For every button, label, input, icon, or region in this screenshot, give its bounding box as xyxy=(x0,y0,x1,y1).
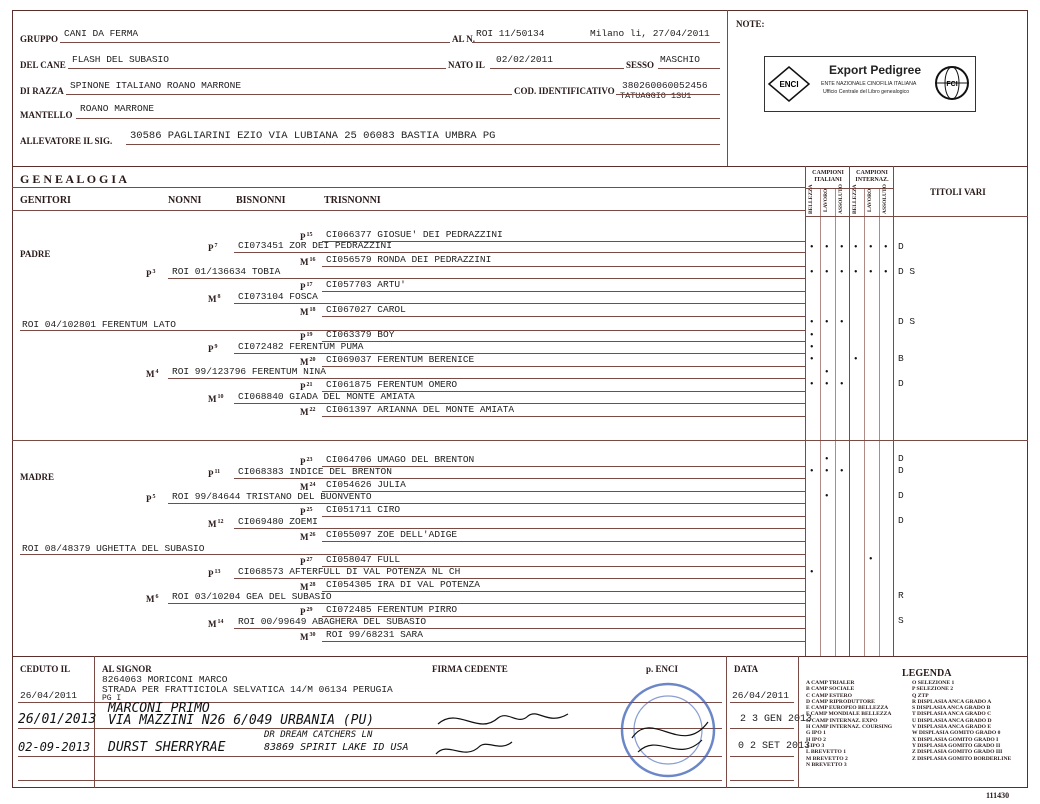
row-tag: $P^5$ xyxy=(146,494,156,504)
title-gea: R xyxy=(898,590,904,601)
row-tag: $M^{30}$ xyxy=(300,632,316,642)
pedigree-entry: CI073104 FOSCA xyxy=(238,291,318,302)
legend-item: W DISPLASIA GOMITO GRADO 0 xyxy=(912,730,1001,737)
champion-dot: • xyxy=(884,267,888,278)
col-nonni: NONNI xyxy=(168,195,202,206)
breeder-value: 30586 PAGLIARINI EZIO VIA LUBIANA 25 06083 BASTIA UMBRA PG xyxy=(130,130,496,142)
row-tag: $P^{27}$ xyxy=(300,557,313,567)
champion-dot: • xyxy=(810,242,814,253)
legend-item: Z DISPLASIA GOMITO BORDERLINE xyxy=(912,755,1012,762)
legend-title: LEGENDA xyxy=(902,668,952,679)
logo-title: Export Pedigree xyxy=(829,63,922,77)
champion-dot: • xyxy=(854,242,858,253)
champion-dot: • xyxy=(840,242,844,253)
cod-label: COD. IDENTIFICATIVO xyxy=(514,86,615,96)
champion-dot: • xyxy=(810,317,814,328)
place-date: Milano li, 27/04/2011 xyxy=(590,28,710,39)
row-tag: $P^{15}$ xyxy=(300,232,313,242)
row-tag: $P^{23}$ xyxy=(300,457,313,467)
champion-dot: • xyxy=(825,466,829,477)
pedigree-entry: ROI 00/99649 ABAGHERA DEL SUBASIO xyxy=(238,616,427,627)
row-tag: $P^7$ xyxy=(208,243,218,253)
serial-number: 111430 xyxy=(986,791,1010,800)
hand2-extra: DR DREAM CATCHERS LN xyxy=(264,730,373,740)
champion-dot: • xyxy=(869,554,873,565)
pedigree-entry: CI054626 JULIA xyxy=(326,479,406,490)
champion-dot: • xyxy=(869,242,873,253)
sub-bellezza-int: BELLEZZA xyxy=(852,184,858,214)
legend-item: C CAMP ESTERO xyxy=(806,692,852,699)
champion-dot: • xyxy=(840,267,844,278)
hand2-date: 02-09-2013 xyxy=(18,740,91,754)
legend-item: D CAMP RIPRODUTTORE xyxy=(806,698,875,705)
legend-item: A CAMP TRIALER xyxy=(806,680,855,686)
champion-dot: • xyxy=(825,317,829,328)
signature-cedente xyxy=(428,696,578,766)
pedigree-entry: CI055097 ZOE DELL'ADIGE xyxy=(326,529,458,540)
birth-date: 02/02/2011 xyxy=(496,54,554,65)
pedigree-entry: CI061397 ARIANNA DEL MONTE AMIATA xyxy=(326,404,515,415)
mantello-label: MANTELLO xyxy=(20,110,73,120)
champion-dot: • xyxy=(810,267,814,278)
row-tag: $M^{28}$ xyxy=(300,582,316,592)
title-zoemi: D xyxy=(898,515,904,526)
coat-value: ROANO MARRONE xyxy=(80,103,155,114)
al-n-label: AL N. xyxy=(452,34,476,44)
title-abaghera: S xyxy=(898,615,904,626)
legend-item: M BREVETTO 2 xyxy=(806,755,848,762)
champion-dot: • xyxy=(810,354,814,365)
pedigree-entry: ROI 99/68231 SARA xyxy=(326,629,423,640)
madre-label: MADRE xyxy=(20,472,54,482)
champion-dot: • xyxy=(840,317,844,328)
pedigree-entry: CI051711 CIRO xyxy=(326,504,401,515)
ceduto-date: 26/04/2011 xyxy=(20,690,78,701)
pedigree-entry: CI057703 ARTU' xyxy=(326,279,406,290)
row-tag: $P^{19}$ xyxy=(300,332,313,342)
microchip-value: 380260060052456 xyxy=(622,80,708,91)
col-bisnonni: BISNONNI xyxy=(236,195,286,206)
hand2-stamp: 0 2 SET 2013 xyxy=(738,741,811,752)
pedigree-entry: ROI 99/123796 FERENTUM NINA xyxy=(172,366,326,377)
legend-item: N BREVETTO 3 xyxy=(806,761,847,768)
sub-lavoro-int: LAVORO xyxy=(867,188,873,212)
champion-dot: • xyxy=(810,330,814,341)
title-umago: D xyxy=(898,453,904,464)
champion-dot: • xyxy=(840,379,844,390)
owner-line3: PG I xyxy=(102,694,122,703)
champion-dot: • xyxy=(810,567,814,578)
row-tag: $M^{22}$ xyxy=(300,407,316,417)
legend-item: Y DISPLASIA GOMITO GRADO II xyxy=(912,742,1001,749)
row-tag: $M^8$ xyxy=(208,294,221,304)
logo-line2: Ufficio Centrale del Libro genealogico xyxy=(823,89,910,95)
champion-dot: • xyxy=(825,491,829,502)
legend-item: P SELEZIONE 2 xyxy=(912,686,954,693)
sub-bellezza-it: BELLEZZA xyxy=(808,184,814,214)
export-pedigree-logo xyxy=(764,56,976,112)
col-genitori: GENITORI xyxy=(20,195,71,206)
legend-item: Z DISPLASIA GOMITO GRADO III xyxy=(912,749,1003,756)
row-tag: $P^{17}$ xyxy=(300,282,313,292)
title-zor: D xyxy=(898,241,904,252)
breed-value: SPINONE ITALIANO ROANO MARRONE xyxy=(70,80,242,91)
legend-item: G CAMP INTERNAZ. EXPO xyxy=(806,717,878,724)
legend-item: G IPO 1 xyxy=(806,730,826,737)
hand2-name: DURST SHERRYRAE xyxy=(108,740,226,755)
pedigree-entry: CI064706 UMAGO DEL BRENTON xyxy=(326,454,475,465)
pedigree-entry: CI061875 FERENTUM OMERO xyxy=(326,379,458,390)
champion-dot: • xyxy=(840,466,844,477)
pedigree-entry: CI068383 INDICE DEL BRENTON xyxy=(238,466,392,477)
hand2-addr: 83869 SPIRIT LAKE ID USA xyxy=(264,742,409,753)
al-signor-label: AL SIGNOR xyxy=(102,664,152,674)
legend-column-1 xyxy=(806,680,892,768)
legend-item: V DISPLASIA ANCA GRADO E xyxy=(912,724,992,731)
pedigree-entry: CI068840 GIADA DEL MONTE AMIATA xyxy=(238,391,415,402)
pedigree-entry: CI069480 ZOEMI xyxy=(238,516,318,527)
allevatore-label: ALLEVATORE IL SIG. xyxy=(20,136,113,146)
title-tristano: D xyxy=(898,490,904,501)
col-trisnonni: TRISNONNI xyxy=(324,195,381,206)
legend-item: J IPO 3 xyxy=(806,742,825,749)
champion-dot: • xyxy=(810,379,814,390)
svg-text:ENCI: ENCI xyxy=(779,80,799,89)
owner-line1: 8264063 MORICONI MARCO xyxy=(102,674,228,685)
hand1-stamp: 2 3 GEN 2013 xyxy=(740,714,813,725)
pedigree-entry: CI056579 RONDA DEI PEDRAZZINI xyxy=(326,254,492,265)
enci-label: p. ENCI xyxy=(646,664,679,674)
title-indice: D xyxy=(898,465,904,476)
note-label: NOTE: xyxy=(736,19,765,29)
pedigree-entry: CI067027 CAROL xyxy=(326,304,406,315)
champion-dot: • xyxy=(825,242,829,253)
row-tag: $P^{25}$ xyxy=(300,507,313,517)
svg-text:FCI: FCI xyxy=(946,81,958,88)
champion-dot: • xyxy=(869,267,873,278)
row-tag: $P^9$ xyxy=(208,344,218,354)
legend-item: L BREVETTO 1 xyxy=(806,749,846,756)
pedigree-entry: CI068573 AFTERFULL DI VAL POTENZA NL CH xyxy=(238,566,461,577)
pedigree-entry: CI072482 FERENTUM PUMA xyxy=(238,341,364,352)
row-tag: $P^{29}$ xyxy=(300,607,313,617)
pedigree-entry: CI072485 FERENTUM PIRRO xyxy=(326,604,458,615)
legend-item: S DISPLASIA ANCA GRADO B xyxy=(912,705,991,712)
sub-assoluto-int: ASSOLUTO xyxy=(882,184,888,214)
pedigree-entry: CI073451 ZOR DEI PEDRAZZINI xyxy=(238,240,392,251)
titoli-vari: TITOLI VARI xyxy=(930,187,986,197)
row-tag: $M^{12}$ xyxy=(208,519,224,529)
pedigree-entry: ROI 01/136634 TOBIA xyxy=(172,266,281,277)
genealogia-title: G E N E A L O G I A xyxy=(20,172,128,186)
dog-name: FLASH DEL SUBASIO xyxy=(72,54,169,65)
al-n-value: ROI 11/50134 xyxy=(476,28,545,39)
logo-line1: ENTE NAZIONALE CINOFILIA ITALIANA xyxy=(821,81,917,87)
row-tag: $M^{18}$ xyxy=(300,307,316,317)
row-tag: $P^{13}$ xyxy=(208,569,221,579)
madre-name: ROI 08/48379 UGHETTA DEL SUBASIO xyxy=(22,543,205,554)
title-berenice: B xyxy=(898,353,904,364)
champion-dot: • xyxy=(825,454,829,465)
row-tag: $M^{16}$ xyxy=(300,257,316,267)
padre-label: PADRE xyxy=(20,249,51,259)
champion-dot: • xyxy=(810,466,814,477)
legend-item: Q ZTP xyxy=(912,692,929,699)
legend-item: R DISPLASIA ANCA GRADO A xyxy=(912,698,992,705)
enci-stamp-icon xyxy=(612,678,724,782)
champion-dot: • xyxy=(825,367,829,378)
tattoo-value: TATUAGGIO 1SU1 xyxy=(620,91,692,101)
ceduto-label: CEDUTO IL xyxy=(20,664,71,674)
firma-label: FIRMA CEDENTE xyxy=(432,664,508,674)
row-tag: $P^3$ xyxy=(146,269,156,279)
row-tag: $P^{11}$ xyxy=(208,469,221,479)
sub-assoluto-it: ASSOLUTO xyxy=(838,184,844,214)
transfer-date: 26/04/2011 xyxy=(732,690,790,701)
gruppo-value: CANI DA FERMA xyxy=(64,28,139,39)
legend-item: F CAMP MONDIALE BELLEZZA xyxy=(806,711,892,718)
champion-dot: • xyxy=(854,354,858,365)
title-lato: D S xyxy=(898,316,916,327)
pedigree-entry: CI054305 IRA DI VAL POTENZA xyxy=(326,579,480,590)
data-label: DATA xyxy=(734,664,759,674)
legend-item: T DISPLASIA ANCA GRADO C xyxy=(912,711,992,718)
legend-item: E CAMP EUROPEO BELLEZZA xyxy=(806,705,889,712)
pedigree-entry: ROI 99/84644 TRISTANO DEL BUONVENTO xyxy=(172,491,372,502)
legend-item: B CAMP SOCIALE xyxy=(806,686,855,693)
pedigree-entry: CI063379 BOY xyxy=(326,329,395,340)
razza-label: DI RAZZA xyxy=(20,86,64,96)
padre-name: ROI 04/102801 FERENTUM LATO xyxy=(22,319,176,330)
row-tag: $M^{24}$ xyxy=(300,482,316,492)
title-omero: D xyxy=(898,378,904,389)
del-cane-label: DEL CANE xyxy=(20,60,66,70)
row-tag: $P^{21}$ xyxy=(300,382,313,392)
legend-item: H IPO 2 xyxy=(806,736,826,743)
campioni-italiani: CAMPIONI ITALIANI xyxy=(812,170,844,183)
legend-item: X DISPLASIA GOMITO GRADO I xyxy=(912,736,999,743)
nato-il-label: NATO IL xyxy=(448,60,485,70)
legend-item: O SELEZIONE 1 xyxy=(912,680,955,686)
hand1-name: MARCONI PRIMO xyxy=(108,701,210,716)
row-tag: $M^4$ xyxy=(146,369,159,379)
champion-dot: • xyxy=(825,267,829,278)
row-tag: $M^{26}$ xyxy=(300,532,316,542)
legend-item: U DISPLASIA ANCA GRADO D xyxy=(912,717,992,724)
pedigree-entry: CI069037 FERENTUM BERENICE xyxy=(326,354,475,365)
campioni-internaz: CAMPIONI INTERNAZ. xyxy=(855,170,889,183)
row-tag: $M^{10}$ xyxy=(208,394,224,404)
row-tag: $M^6$ xyxy=(146,594,159,604)
legend-column-2 xyxy=(912,680,1011,762)
legend-item: H CAMP INTERNAZ. COURSING xyxy=(806,724,893,731)
pedigree-frame xyxy=(12,10,1028,788)
hand1-addr: VIA MAZZINI N26 6/049 URBANIA (PU) xyxy=(108,713,375,728)
row-tag: $M^{14}$ xyxy=(208,619,224,629)
sesso-label: SESSO xyxy=(626,60,655,70)
pedigree-entry: CI066377 GIOSUE' DEI PEDRAZZINI xyxy=(326,229,503,240)
owner-line2: STRADA PER FRATTICIOLA SELVATICA 14/M 06134 PERUGIA xyxy=(102,684,393,695)
champion-dot: • xyxy=(854,267,858,278)
champion-dot: • xyxy=(810,342,814,353)
title-tobia: D S xyxy=(898,266,916,277)
sub-lavoro-it: LAVORO xyxy=(823,188,829,212)
pedigree-entry: ROI 03/10204 GEA DEL SUBASIO xyxy=(172,591,332,602)
hand1-date: 26/01/2013 xyxy=(18,712,97,727)
sex-value: MASCHIO xyxy=(660,54,700,65)
gruppo-label: GRUPPO xyxy=(20,34,58,44)
champion-dot: • xyxy=(884,242,888,253)
row-tag: $M^{20}$ xyxy=(300,357,316,367)
champion-dot: • xyxy=(825,379,829,390)
pedigree-entry: CI058047 FULL xyxy=(326,554,401,565)
